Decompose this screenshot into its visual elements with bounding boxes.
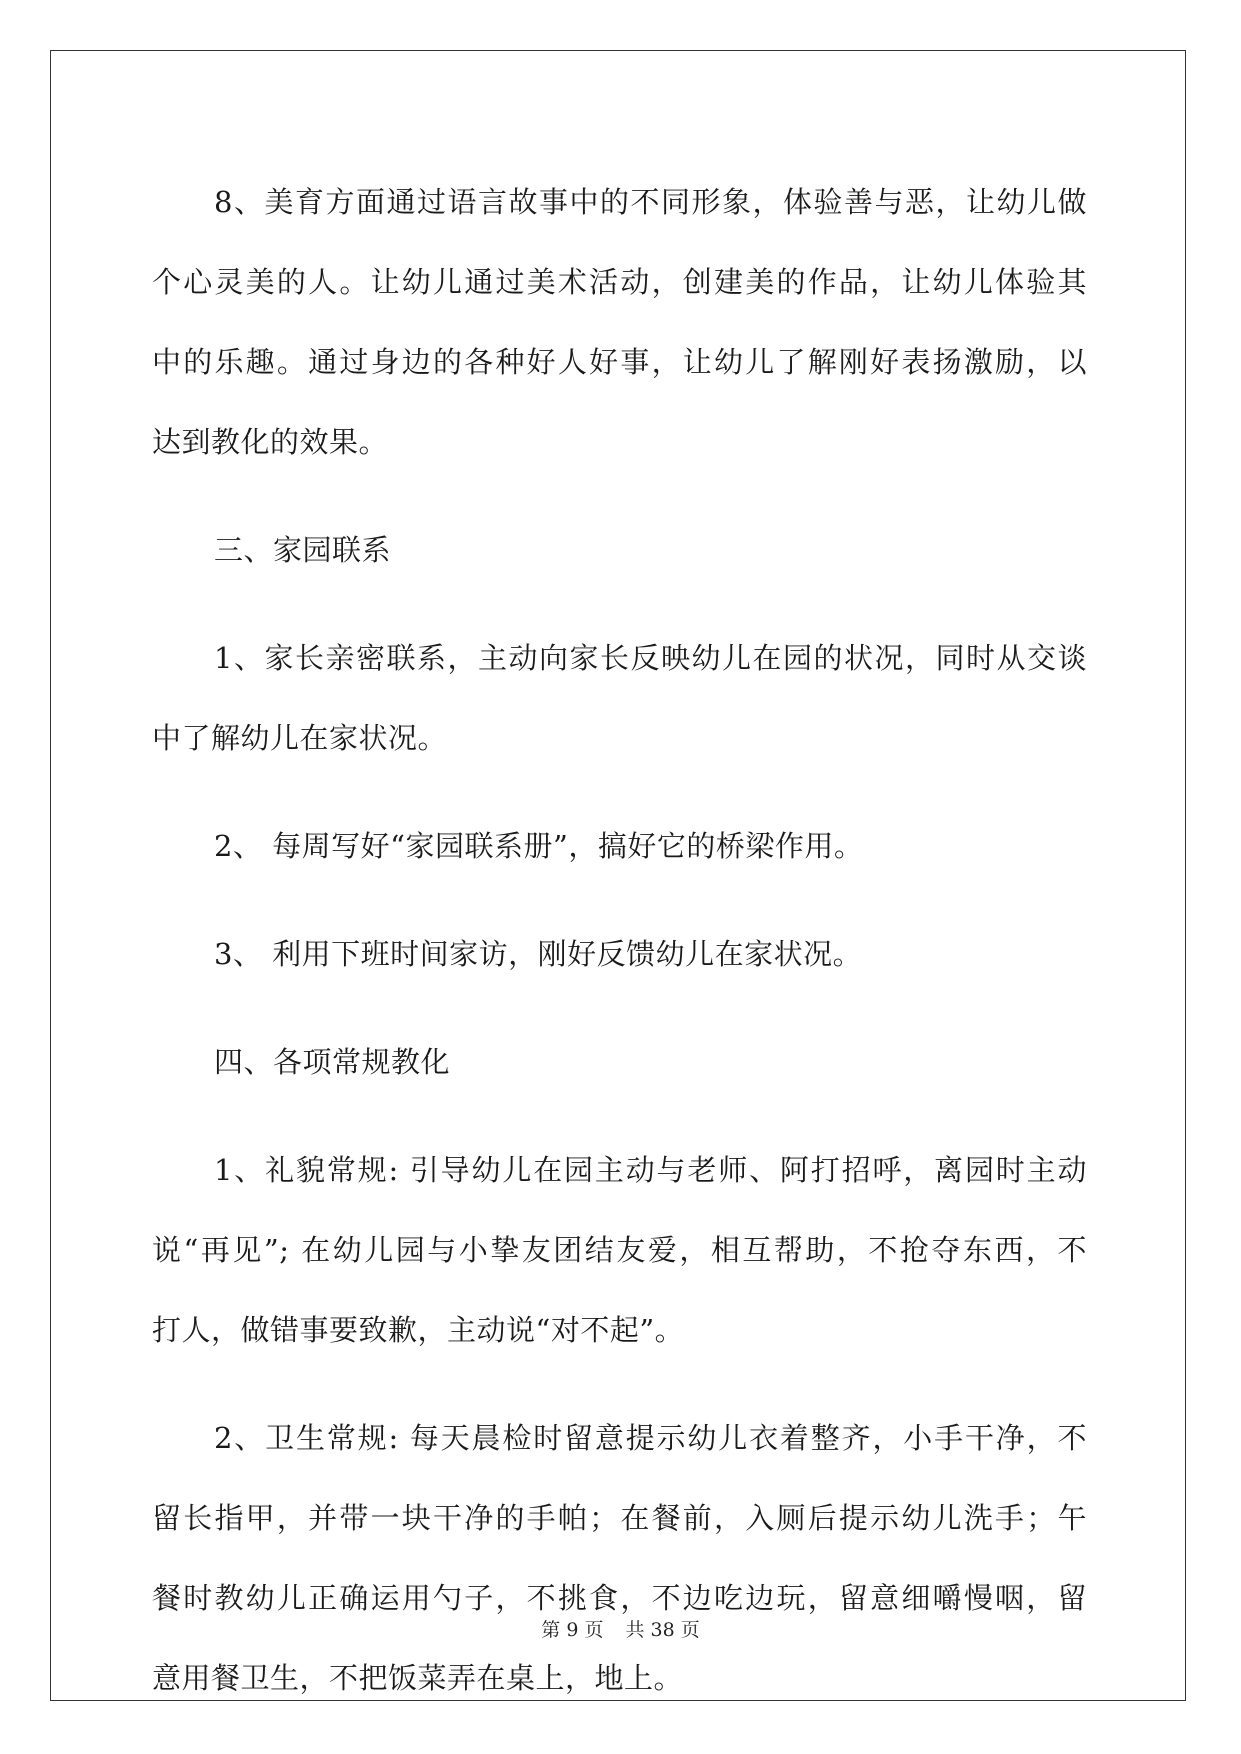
text-line: 说“再见”; 在幼儿园与小挚友团结友爱，相互帮助，不抢夺东西，不 (152, 1233, 1087, 1267)
text-line: 留长指甲，并带一块干净的手帕；在餐前，入厕后提示幼儿洗手；午 (152, 1501, 1087, 1535)
paragraph-home-visit (152, 914, 1087, 994)
text-line: 达到教化的效果。 (152, 425, 389, 459)
paragraph-aesthetic-education (152, 162, 1087, 482)
text-line: 2、 每周写好“家园联系册”，搞好它的桥梁作用。 (214, 829, 864, 863)
section-heading-home-school: 三、家园联系 (214, 533, 392, 567)
text-line: 1、家长亲密联系，主动向家长反映幼儿在园的状况，同时从交谈 (214, 641, 1087, 675)
paragraph-hygiene-routine (152, 1398, 1087, 1718)
paragraph-parent-contact (152, 618, 1087, 778)
text-line: 打人，做错事要致歉，主动说“对不起”。 (152, 1313, 685, 1347)
text-line: 中的乐趣。通过身边的各种好人好事，让幼儿了解刚好表扬激励，以 (152, 345, 1087, 379)
text-line: 意用餐卫生，不把饭菜弄在桌上，地上。 (152, 1661, 684, 1695)
document-body (152, 162, 1087, 1746)
text-line: 8、美育方面通过语言故事中的不同形象，体验善与恶，让幼儿做 (214, 185, 1087, 219)
page-footer (0, 1615, 1241, 1642)
text-line: 餐时教幼儿正确运用勺子，不挑食，不边吃边玩，留意细嚼慢咽，留 (152, 1581, 1087, 1615)
paragraph-etiquette-routine (152, 1130, 1087, 1370)
text-line: 1、礼貌常规: 引导幼儿在园主动与老师、阿打招呼，离园时主动 (214, 1153, 1087, 1187)
text-line: 中了解幼儿在家状况。 (152, 721, 448, 755)
page-number: 第 9 页 (541, 1619, 604, 1641)
text-line: 个心灵美的人。让幼儿通过美术活动，创建美的作品，让幼儿体验其 (152, 265, 1087, 299)
section-heading-routine-education: 四、各项常规教化 (214, 1045, 451, 1079)
text-line: 3、 利用下班时间家访，刚好反馈幼儿在家状况。 (214, 937, 863, 971)
text-line: 2、卫生常规: 每天晨检时留意提示幼儿衣着整齐，小手干净，不 (214, 1421, 1087, 1455)
paragraph-contact-book (152, 806, 1087, 886)
page-total: 共 38 页 (625, 1619, 700, 1641)
